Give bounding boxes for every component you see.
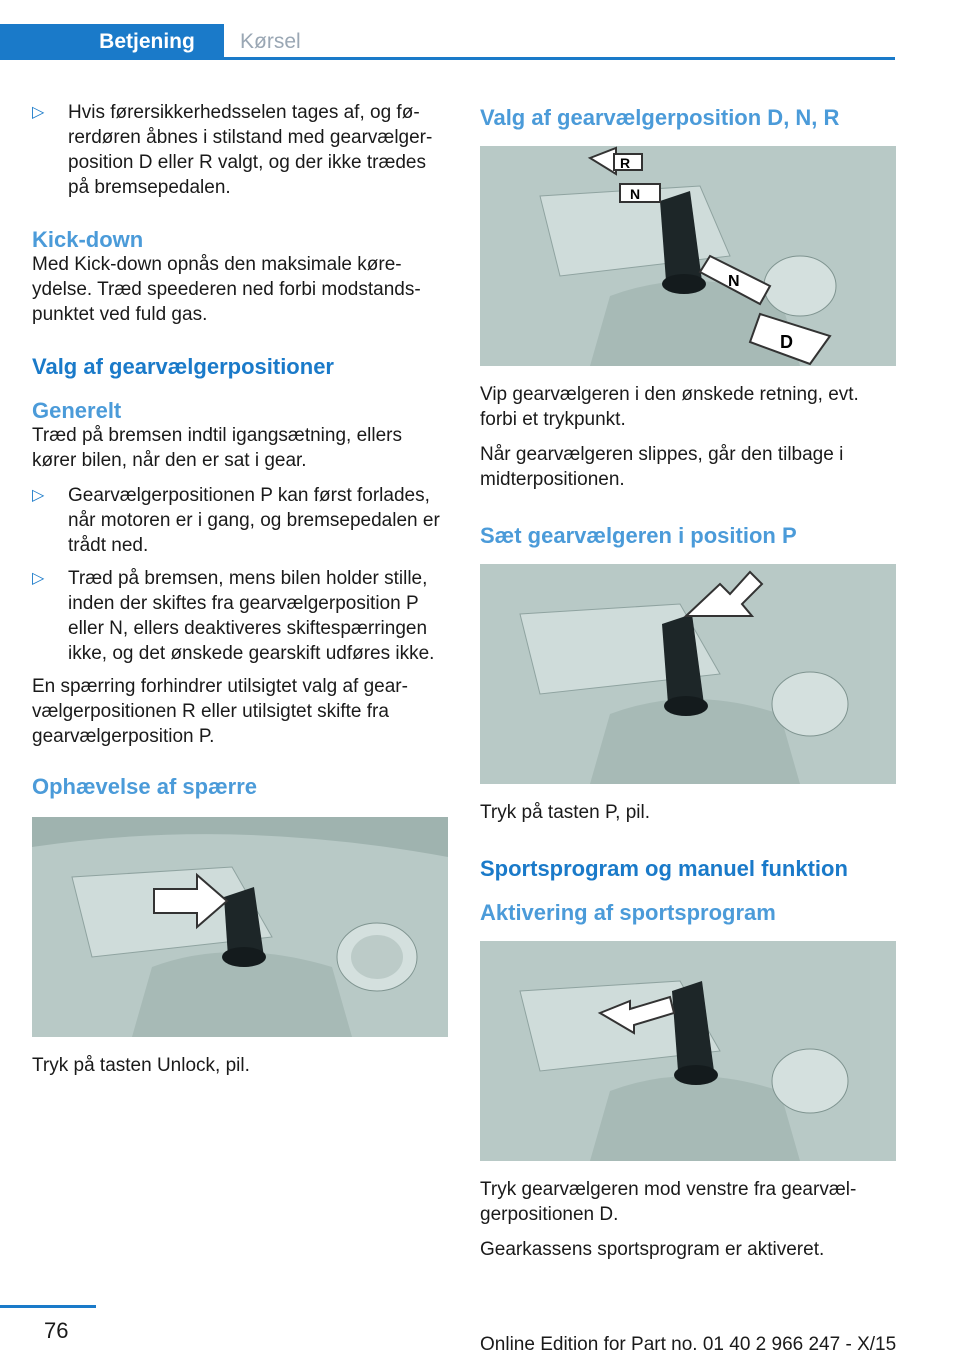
park-caption: Tryk på tasten P, pil. [480, 802, 651, 823]
gear-selector-illustration [480, 564, 896, 784]
svg-text:D: D [780, 332, 793, 352]
gear-selector-illustration [480, 941, 896, 1161]
chapter-tabs [0, 24, 895, 60]
svg-text:R: R [620, 155, 631, 171]
triangle-bullet-icon: ▷ [32, 570, 45, 587]
list-item: ▷ Hvis førersikkerhedsselen tages af, og førerdøren åbnes i stilstand med gearvælgerposition D eller R valgt, og der ikke trædes på bremsepedalen. [32, 102, 433, 198]
svg-text:N: N [630, 186, 641, 202]
park-heading: Sæt gearvælgeren i position P [480, 523, 797, 548]
sport-subheading: Aktivering af sportsprogram [480, 900, 776, 925]
list-item: ▷ Træd på bremsen, mens bilen holder stille, inden der skiftes fra gearvælgerposition P eller N, ellers deaktiveres skiftespærringen ikke, og det ønskede gearskift udføres ikke. [32, 568, 435, 664]
right-column [480, 104, 896, 1272]
gear-selector-illustration [32, 817, 448, 1037]
dnr-heading: Valg af gearvælgerposition D, N, R [480, 105, 840, 130]
kickdown-heading: Kick-down [32, 227, 144, 252]
general-heading: Generelt [32, 398, 122, 423]
gear-selector-illustration [480, 146, 896, 366]
park-figure [480, 564, 896, 784]
kickdown-text: Med Kick-down opnås den maksimale køreydelse. Træd speederen ned forbi modstandspunktet ved fuld gas. [32, 254, 421, 325]
unlock-figure [32, 817, 448, 1037]
dnr-text-2: Når gearvælgeren slippes, går den tilbage i midterpositionen. [480, 444, 844, 490]
sport-text-1: Tryk gearvælgeren mod venstre fra gearvælgerpositionen D. [480, 1179, 857, 1225]
tab-korsel[interactable]: Kørsel [240, 30, 301, 53]
general-text: Træd på bremsen indtil igangsætning, ellers kører bilen, når den er sat i gear. [32, 425, 402, 471]
dnr-text-1: Vip gearvælgeren i den ønskede retning, evt. forbi et trykpunkt. [480, 384, 859, 430]
positions-heading: Valg af gearvælgerpositioner [32, 354, 334, 379]
unlock-caption: Tryk på tasten Unlock, pil. [32, 1055, 250, 1076]
sport-figure [480, 941, 896, 1161]
list-item: ▷ Gearvælgerpositionen P kan først forlades, når motoren er i gang, og bremsepedalen er trådt ned. [32, 485, 440, 556]
tab-betjening[interactable]: Betjening [0, 24, 224, 60]
edition-text: Online Edition for Part no. 01 40 2 966 247 - X/15 [480, 1334, 897, 1355]
sport-text-2: Gearkassens sportsprogram er aktiveret. [480, 1239, 825, 1260]
svg-text:N: N [728, 273, 740, 290]
triangle-bullet-icon: ▷ [32, 104, 45, 121]
lock-text: En spærring forhindrer utilsigtet valg af gearvælgerpositionen R eller utilsigtet skifte fra gearvælgerposition P. [32, 676, 408, 747]
sport-heading: Sportsprogram og manuel funktion [480, 856, 848, 881]
left-column [32, 100, 448, 1088]
page-number: 76 [44, 1318, 69, 1343]
tab-divider-line [224, 57, 895, 60]
footer-line [0, 1305, 96, 1308]
dnr-figure [480, 146, 896, 366]
unlock-heading: Ophævelse af spærre [32, 774, 257, 799]
triangle-bullet-icon: ▷ [32, 487, 45, 504]
